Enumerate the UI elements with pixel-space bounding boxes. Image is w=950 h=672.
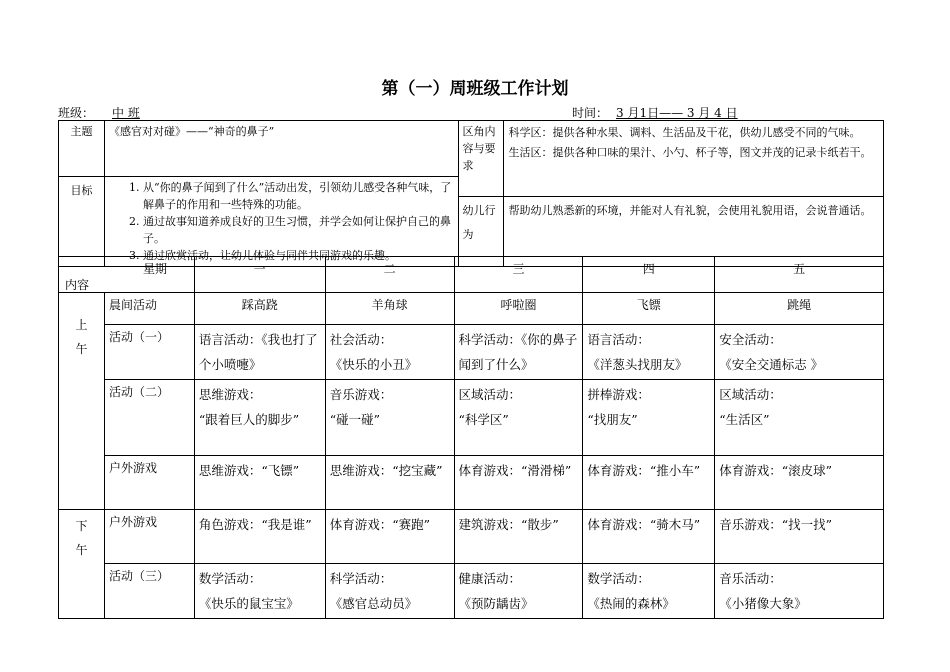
schedule-cell: 建筑游戏：“散步”	[454, 510, 583, 564]
schedule-cell: 区域活动： “科学区”	[454, 380, 583, 456]
schedule-cell: 体育游戏：“骑木马”	[583, 510, 715, 564]
goal-item: 2. 通过故事知道养成良好的卫生习惯，并学会如何让保护自己的鼻子。	[143, 213, 454, 247]
schedule-table	[58, 256, 884, 619]
schedule-cell: 区域活动： “生活区”	[715, 380, 884, 456]
corner-weekday: 星期	[143, 262, 168, 276]
schedule-cell: 音乐游戏： “碰一碰”	[325, 380, 454, 456]
schedule-cell: 体育游戏：“赛跑”	[325, 510, 454, 564]
schedule-cell: 呼啦圈	[454, 293, 583, 325]
row-label: 户外游戏	[104, 456, 194, 510]
schedule-cell: 思维游戏：“飞镖”	[194, 456, 325, 510]
corner-cell	[59, 257, 195, 293]
schedule-cell: 体育游戏：“推小车”	[583, 456, 715, 510]
row-label: 活动（三）	[104, 564, 194, 619]
goal-label: 目标	[59, 176, 105, 266]
plan-table	[58, 120, 884, 267]
behavior-value: 帮助幼儿熟悉新的环境，并能对人有礼貌，会使用礼貌用语，会说普通话。	[504, 196, 884, 266]
schedule-cell: 语言活动： 《洋葱头找朋友》	[583, 325, 715, 380]
page-title: 第（一）周班级工作计划	[381, 79, 569, 99]
class-value: 中 班	[112, 106, 140, 120]
pm-label: 下午	[59, 510, 105, 619]
time-value: 3 月1日—— 3 月 4 日	[616, 106, 738, 120]
goal-list	[104, 176, 458, 266]
area-label: 区角内容与要求	[458, 121, 504, 177]
row-label: 活动（二）	[104, 380, 194, 456]
schedule-cell: 拼棒游戏： “找朋友”	[583, 380, 715, 456]
class-label: 班级：	[58, 106, 95, 120]
day-header: 二	[325, 257, 454, 293]
behavior-label: 幼儿行为	[458, 196, 504, 266]
am-label: 上午	[59, 293, 105, 510]
schedule-cell: 安全活动： 《安全交通标志 》	[715, 325, 884, 380]
schedule-cell: 跳绳	[715, 293, 884, 325]
schedule-cell: 语言活动：《我也打了个小喷嚏》	[194, 325, 325, 380]
schedule-cell: 飞镖	[583, 293, 715, 325]
schedule-cell: 体育游戏：“滚皮球”	[715, 456, 884, 510]
schedule-cell: 思维游戏： “跟着巨人的脚步”	[194, 380, 325, 456]
schedule-cell: 音乐游戏：“找一找”	[715, 510, 884, 564]
time-info	[572, 104, 738, 121]
schedule-cell: 音乐活动： 《小猪像大象》	[715, 564, 884, 619]
schedule-cell: 角色游戏：“我是谁”	[194, 510, 325, 564]
schedule-cell: 科学活动：《你的鼻子闻到了什么》	[454, 325, 583, 380]
area-content	[504, 121, 884, 177]
schedule-cell: 科学活动： 《感官总动员》	[325, 564, 454, 619]
theme-value: 《感官对对碰》——“神奇的鼻子”	[104, 121, 458, 177]
goal-item: 3. 通过欣赏活动，让幼儿体验与同伴共同游戏的乐趣。	[143, 247, 454, 264]
goal-item: 1. 从“你的鼻子闻到了什么”活动出发，引领幼儿感受各种气味，了解鼻子的作用和一些特殊的功能。	[143, 179, 454, 213]
day-header: 五	[715, 257, 884, 293]
time-label: 时间：	[572, 106, 609, 120]
area-line-2: 生活区：提供各种口味的果汁、小勺、杯子等，图文并茂的记录卡纸若干。	[508, 146, 872, 159]
schedule-cell: 思维游戏：“挖宝藏”	[325, 456, 454, 510]
day-header: 四	[583, 257, 715, 293]
corner-content: 内容	[65, 278, 90, 292]
row-label: 户外游戏	[104, 510, 194, 564]
row-label: 晨间活动	[104, 293, 194, 325]
day-header: 一	[194, 257, 325, 293]
schedule-cell: 健康活动： 《预防龋齿》	[454, 564, 583, 619]
row-label: 活动（一）	[104, 325, 194, 380]
class-info	[58, 104, 152, 121]
schedule-cell: 社会活动： 《快乐的小丑》	[325, 325, 454, 380]
area-line-1: 科学区：提供各种水果、调料、生活品及干花，供幼儿感受不同的气味。	[508, 126, 861, 139]
theme-label: 主题	[59, 121, 105, 177]
day-header: 三	[454, 257, 583, 293]
schedule-cell: 数学活动： 《热闹的森林》	[583, 564, 715, 619]
schedule-cell: 羊角球	[325, 293, 454, 325]
schedule-cell: 体育游戏：“滑滑梯”	[454, 456, 583, 510]
schedule-cell: 踩高跷	[194, 293, 325, 325]
schedule-cell: 数学活动： 《快乐的鼠宝宝》	[194, 564, 325, 619]
